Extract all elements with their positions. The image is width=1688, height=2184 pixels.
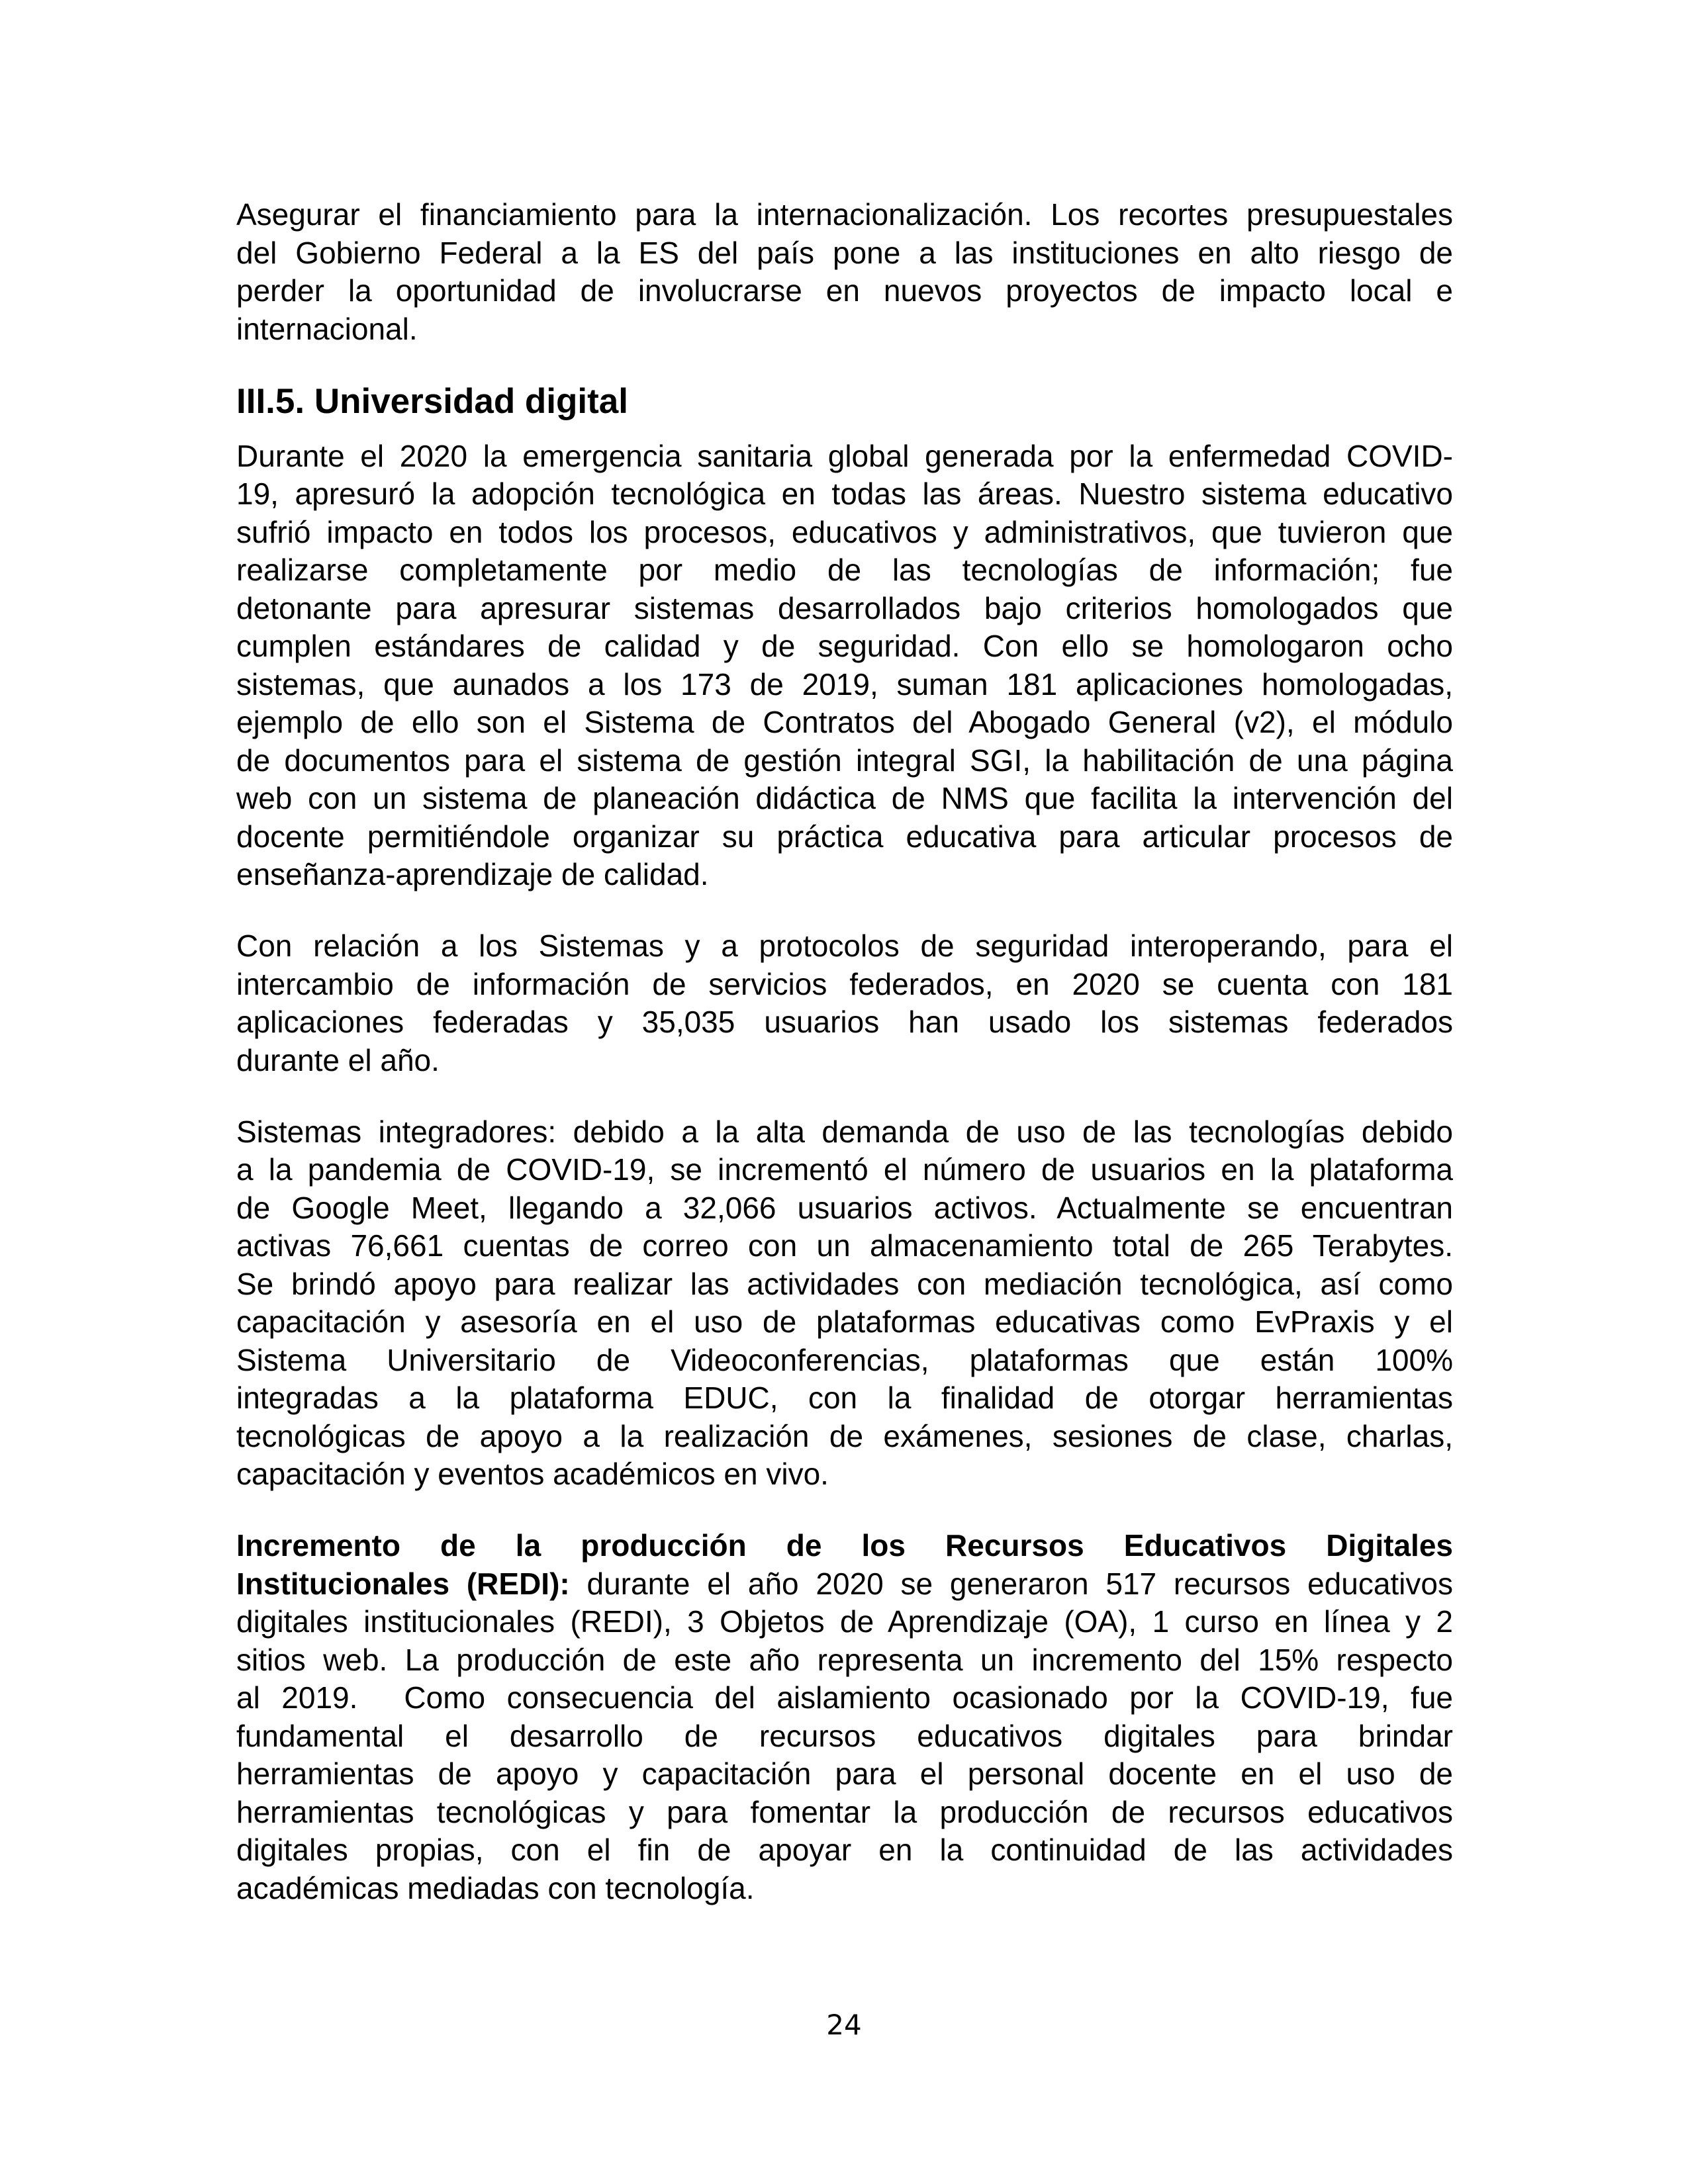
text-line: tecnológicas de apoyo a la realización de exámenes, sesiones de clase, charlas, bbox=[236, 1418, 1453, 1453]
bold-lead-text: Institucionales (REDI): bbox=[236, 1566, 570, 1601]
text-line: fundamental el desarrollo de recursos educativos digitales para brindar bbox=[236, 1718, 1453, 1753]
text-line: sufrió impacto en todos los procesos, educativos y administrativos, que tuvieron que bbox=[236, 514, 1453, 549]
text-line: Con relación a los Sistemas y a protocolos de seguridad interoperando, para el bbox=[236, 929, 1453, 963]
paragraph-redi-production bbox=[236, 1527, 1453, 1907]
section-heading: III.5. Universidad digital bbox=[236, 382, 628, 421]
text-line: durante el año. bbox=[236, 1042, 440, 1077]
text-line: académicas mediadas con tecnología. bbox=[236, 1870, 755, 1905]
text-line: capacitación y eventos académicos en vivo. bbox=[236, 1457, 829, 1491]
text-line: herramientas de apoyo y capacitación para el personal docente en el uso de bbox=[236, 1756, 1453, 1791]
text-line: web con un sistema de planeación didáctica de NMS que facilita la intervención del bbox=[236, 781, 1453, 815]
text-segment: durante el año 2020 se generaron 517 recursos educativos bbox=[569, 1566, 1453, 1601]
text-line: activas 76,661 cuentas de correo con un almacenamiento total de 265 Terabytes. bbox=[236, 1228, 1453, 1263]
text-line: cumplen estándares de calidad y de seguridad. Con ello se homologaron ocho bbox=[236, 629, 1453, 663]
text-line: detonante para apresurar sistemas desarrollados bajo criterios homologados que bbox=[236, 590, 1453, 625]
text-line: intercambio de información de servicios federados, en 2020 se cuenta con 181 bbox=[236, 966, 1453, 1001]
text-line bbox=[236, 1565, 1453, 1604]
text-line: docente permitiéndole organizar su práctica educativa para articular procesos de bbox=[236, 819, 1453, 854]
text-line: 19, apresuró la adopción tecnológica en todas las áreas. Nuestro sistema educativo bbox=[236, 477, 1453, 511]
text-line: sitios web. La producción de este año representa un incremento del 15% respecto bbox=[236, 1642, 1453, 1677]
page-body bbox=[236, 196, 1453, 1941]
text-line: integradas a la plataforma EDUC, con la finalidad de otorgar herramientas bbox=[236, 1381, 1453, 1415]
text-line: Asegurar el financiamiento para la internacionalización. Los recortes presupuestales bbox=[236, 197, 1453, 232]
paragraph-integrating-systems bbox=[236, 1113, 1453, 1494]
text-line: enseñanza-aprendizaje de calidad. bbox=[236, 857, 709, 891]
text-line: capacitación y asesoría en el uso de plataformas educativas como EvPraxis y el bbox=[236, 1304, 1453, 1339]
text-line: Durante el 2020 la emergencia sanitaria global generada por la enfermedad COVID- bbox=[236, 438, 1453, 473]
page-number: 24 bbox=[826, 2009, 862, 2041]
text-line bbox=[236, 1679, 1453, 1717]
paragraph-federated-systems bbox=[236, 927, 1453, 1079]
text-line: sistemas, que aunados a los 173 de 2019, suman 181 aplicaciones homologadas, bbox=[236, 666, 1453, 702]
text-line: herramientas tecnológicas y para fomentar la producción de recursos educativos bbox=[236, 1794, 1453, 1829]
text-line: Sistemas integradores: debido a la alta demanda de uso de las tecnologías debido bbox=[236, 1114, 1453, 1149]
text-line: perder la oportunidad de involucrarse en nuevos proyectos de impacto local e bbox=[236, 273, 1453, 308]
text-line: ejemplo de ello son el Sistema de Contratos del Abogado General (v2), el módulo bbox=[236, 705, 1453, 739]
text-line: digitales institucionales (REDI), 3 Objetos de Aprendizaje (OA), 1 curso en línea y 2 bbox=[236, 1604, 1453, 1639]
bold-lead-text: Incremento de la producción de los Recursos Educativos Digitales bbox=[236, 1528, 1453, 1563]
paragraph-internationalization-funding bbox=[236, 196, 1453, 348]
text-line: Se brindó apoyo para realizar las actividades con mediación tecnológica, así como bbox=[236, 1266, 1453, 1301]
text-line: de documentos para el sistema de gestión integral SGI, la habilitación de una página bbox=[236, 743, 1453, 778]
text-line: del Gobierno Federal a la ES del país pone a las instituciones en alto riesgo de bbox=[236, 235, 1453, 270]
text-segment: Como consecuencia del aislamiento ocasionado por la COVID-19, fue bbox=[404, 1680, 1453, 1715]
text-line: Sistema Universitario de Videoconferencias, plataformas que están 100% bbox=[236, 1342, 1453, 1377]
text-line: internacional. bbox=[236, 311, 418, 346]
text-line: aplicaciones federadas y 35,035 usuarios han usado los sistemas federados bbox=[236, 1005, 1453, 1039]
text-segment: al 2019. bbox=[236, 1680, 358, 1715]
text-line: a la pandemia de COVID-19, se incrementó el número de usuarios en la plataforma bbox=[236, 1152, 1453, 1187]
text-line: de Google Meet, llegando a 32,066 usuarios activos. Actualmente se encuentran bbox=[236, 1190, 1453, 1225]
paragraph-covid-adoption bbox=[236, 437, 1453, 894]
text-line: realizarse completamente por medio de las tecnologías de información; fue bbox=[236, 553, 1453, 587]
text-line: digitales propias, con el fin de apoyar en la continuidad de las actividades bbox=[236, 1833, 1453, 1867]
